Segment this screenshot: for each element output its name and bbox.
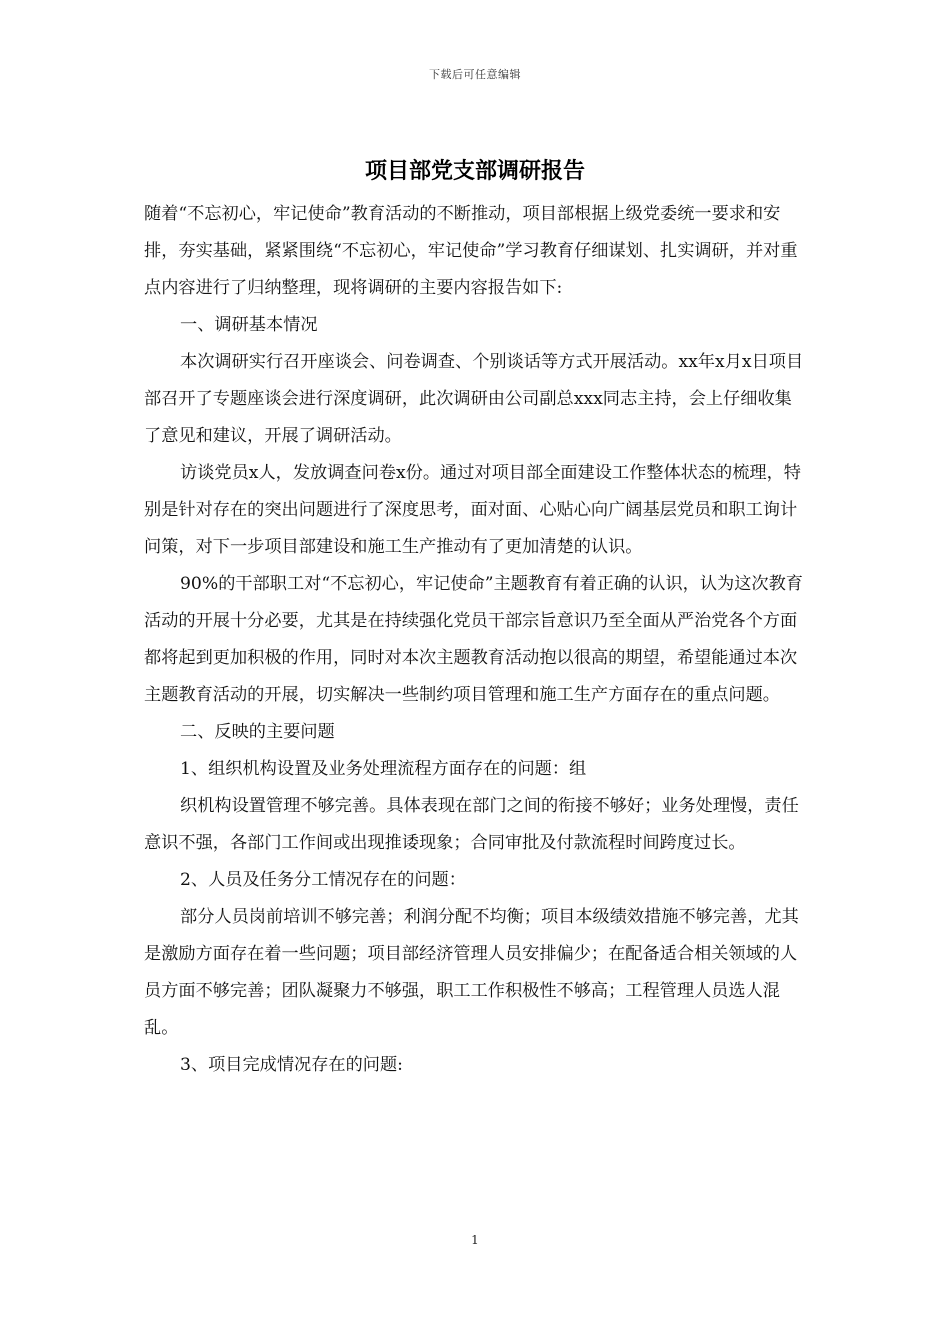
issue-3-heading: 3、项目完成情况存在的问题:	[180, 1055, 403, 1075]
issue-2-detail: 部分人员岗前培训不够完善；利润分配不均衡；项目本级绩效措施不够完善，尤其是激励方面存在着一些问题；项目部经济管理人员安排偏少；在配备适合相关领域的人员方面不够完善；团队凝聚力不够强，职工工作积极性不够高；工程管理人员选人混乱。	[144, 907, 799, 1038]
paragraph-interviews: 访谈党员x人，发放调查问卷x份。通过对项目部全面建设工作整体状态的梳理，特别是针对存在的突出问题进行了深度思考，面对面、心贴心向广阔基层党员和职工询计问策，对下一步项目部建设和施工生产推动有了更加清楚的认识。	[144, 463, 801, 557]
header-note: 下载后可任意编辑	[429, 68, 521, 81]
issue-1-detail: 织机构设置管理不够完善。具体表现在部门之间的衔接不够好；业务处理慢，责任意识不强，各部门工作间或出现推诿现象；合同审批及付款流程时间跨度过长。	[144, 796, 799, 853]
paragraph-opinions: 90%的干部职工对“不忘初心，牢记使命”主题教育有着正确的认识，认为这次教育活动的开展十分必要，尤其是在持续强化党员干部宗旨意识乃至全面从严治党各个方面都将起到更加积极的作用，同时对本次主题教育活动抱以很高的期望，希望能通过本次主题教育活动的开展，切实解决一些制约项目管理和施工生产方面存在的重点问题。	[144, 574, 803, 705]
paragraph-survey-method: 本次调研实行召开座谈会、问卷调查、个别谈话等方式开展活动。xx年x月x日项目部召开了专题座谈会进行深度调研，此次调研由公司副总xxx同志主持，会上仔细收集了意见和建议，开展了调研活动。	[144, 352, 804, 446]
issue-2-heading: 2、人员及任务分工情况存在的问题：	[180, 870, 466, 890]
intro-paragraph: 随着“不忘初心，牢记使命”教育活动的不断推动，项目部根据上级党委统一要求和安排，夯实基础，紧紧围绕“不忘初心，牢记使命”学习教育仔细谋划、扎实调研，并对重点内容进行了归纳整理，现将调研的主要内容报告如下:	[144, 204, 798, 298]
page-number: 1	[471, 1233, 479, 1247]
document-body	[144, 196, 808, 1084]
document-title: 项目部党支部调研报告	[364, 158, 585, 184]
section-heading-2: 二、反映的主要问题	[180, 722, 335, 742]
issue-1-heading: 1、组织机构设置及业务处理流程方面存在的问题：组	[180, 759, 587, 779]
section-heading-1: 一、调研基本情况	[180, 315, 318, 335]
